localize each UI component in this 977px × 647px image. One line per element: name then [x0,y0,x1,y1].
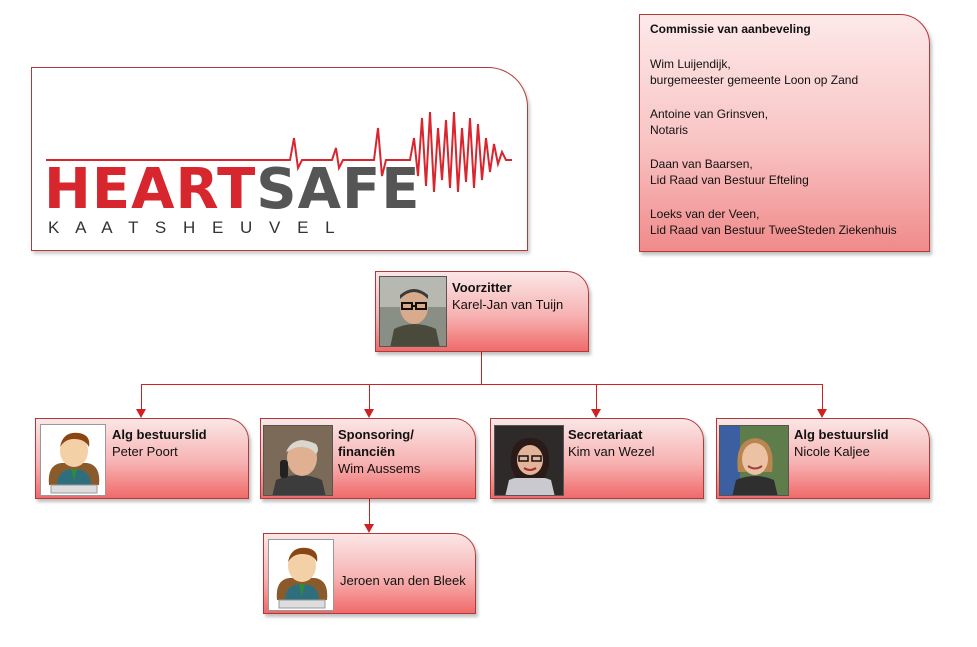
member-name: Peter Poort [112,444,178,459]
commissie-title: Commissie van aanbeveling [650,22,811,36]
chairman-title: Voorzitter [452,280,512,295]
commissie-member-role: Notaris [650,123,689,137]
member-title-line1: Sponsoring/ [338,427,414,442]
member-title: Secretariaat [568,427,643,442]
logo-wordmark [44,157,421,222]
chairman-name: Karel-Jan van Tuijn [452,297,564,312]
arrow-3 [591,409,601,418]
member-name: Kim van Wezel [568,444,655,459]
avatar-icon [40,424,106,496]
connector-drop-4 [822,384,823,409]
connector-horizontal [141,384,823,385]
chairman-photo [379,276,447,347]
member-title [338,426,414,460]
member-box-2 [260,418,476,499]
logo-subtitle: K A A T S H E U V E L [48,218,341,237]
arrow-sub [364,524,374,533]
connector-drop-1 [141,384,142,409]
member-title: Alg bestuurslid [112,427,207,442]
heartsafe-logo-box [31,67,528,251]
commissie-member-name: Wim Luijendijk, [650,57,731,71]
commissie-member-name: Daan van Baarsen, [650,157,753,171]
member-name: Nicole Kaljee [794,444,870,459]
connector-sub-down [369,499,370,524]
connector-drop-2 [369,384,370,409]
member-photo [263,425,333,496]
arrow-1 [136,409,146,418]
logo-word-red: HEART [44,157,257,222]
commissie-box [639,14,930,252]
commissie-member-role: burgemeester gemeente Loon op Zand [650,73,859,87]
member-title-line2: financiën [338,444,396,459]
connector-chair-down [481,351,482,385]
chairman-box [375,271,589,352]
sub-member-name: Jeroen van den Bleek [340,573,466,588]
member-title: Alg bestuurslid [794,427,889,442]
member-box-4 [716,418,930,499]
member-box-1 [35,418,249,499]
member-photo [494,425,564,496]
connector-drop-3 [596,384,597,409]
commissie-member-role: Lid Raad van Bestuur TweeSteden Ziekenhuis [650,223,897,237]
commissie-member-role: Lid Raad van Bestuur Efteling [650,173,809,187]
commissie-member-name: Loeks van der Veen, [650,207,760,221]
arrow-2 [364,409,374,418]
member-box-3 [490,418,704,499]
logo-word-gray: SAFE [256,157,421,222]
member-photo [719,425,789,496]
avatar-icon [268,539,334,611]
arrow-4 [817,409,827,418]
member-name: Wim Aussems [338,461,421,476]
commissie-member-name: Antoine van Grinsven, [650,107,769,121]
sub-member-box [263,533,476,614]
